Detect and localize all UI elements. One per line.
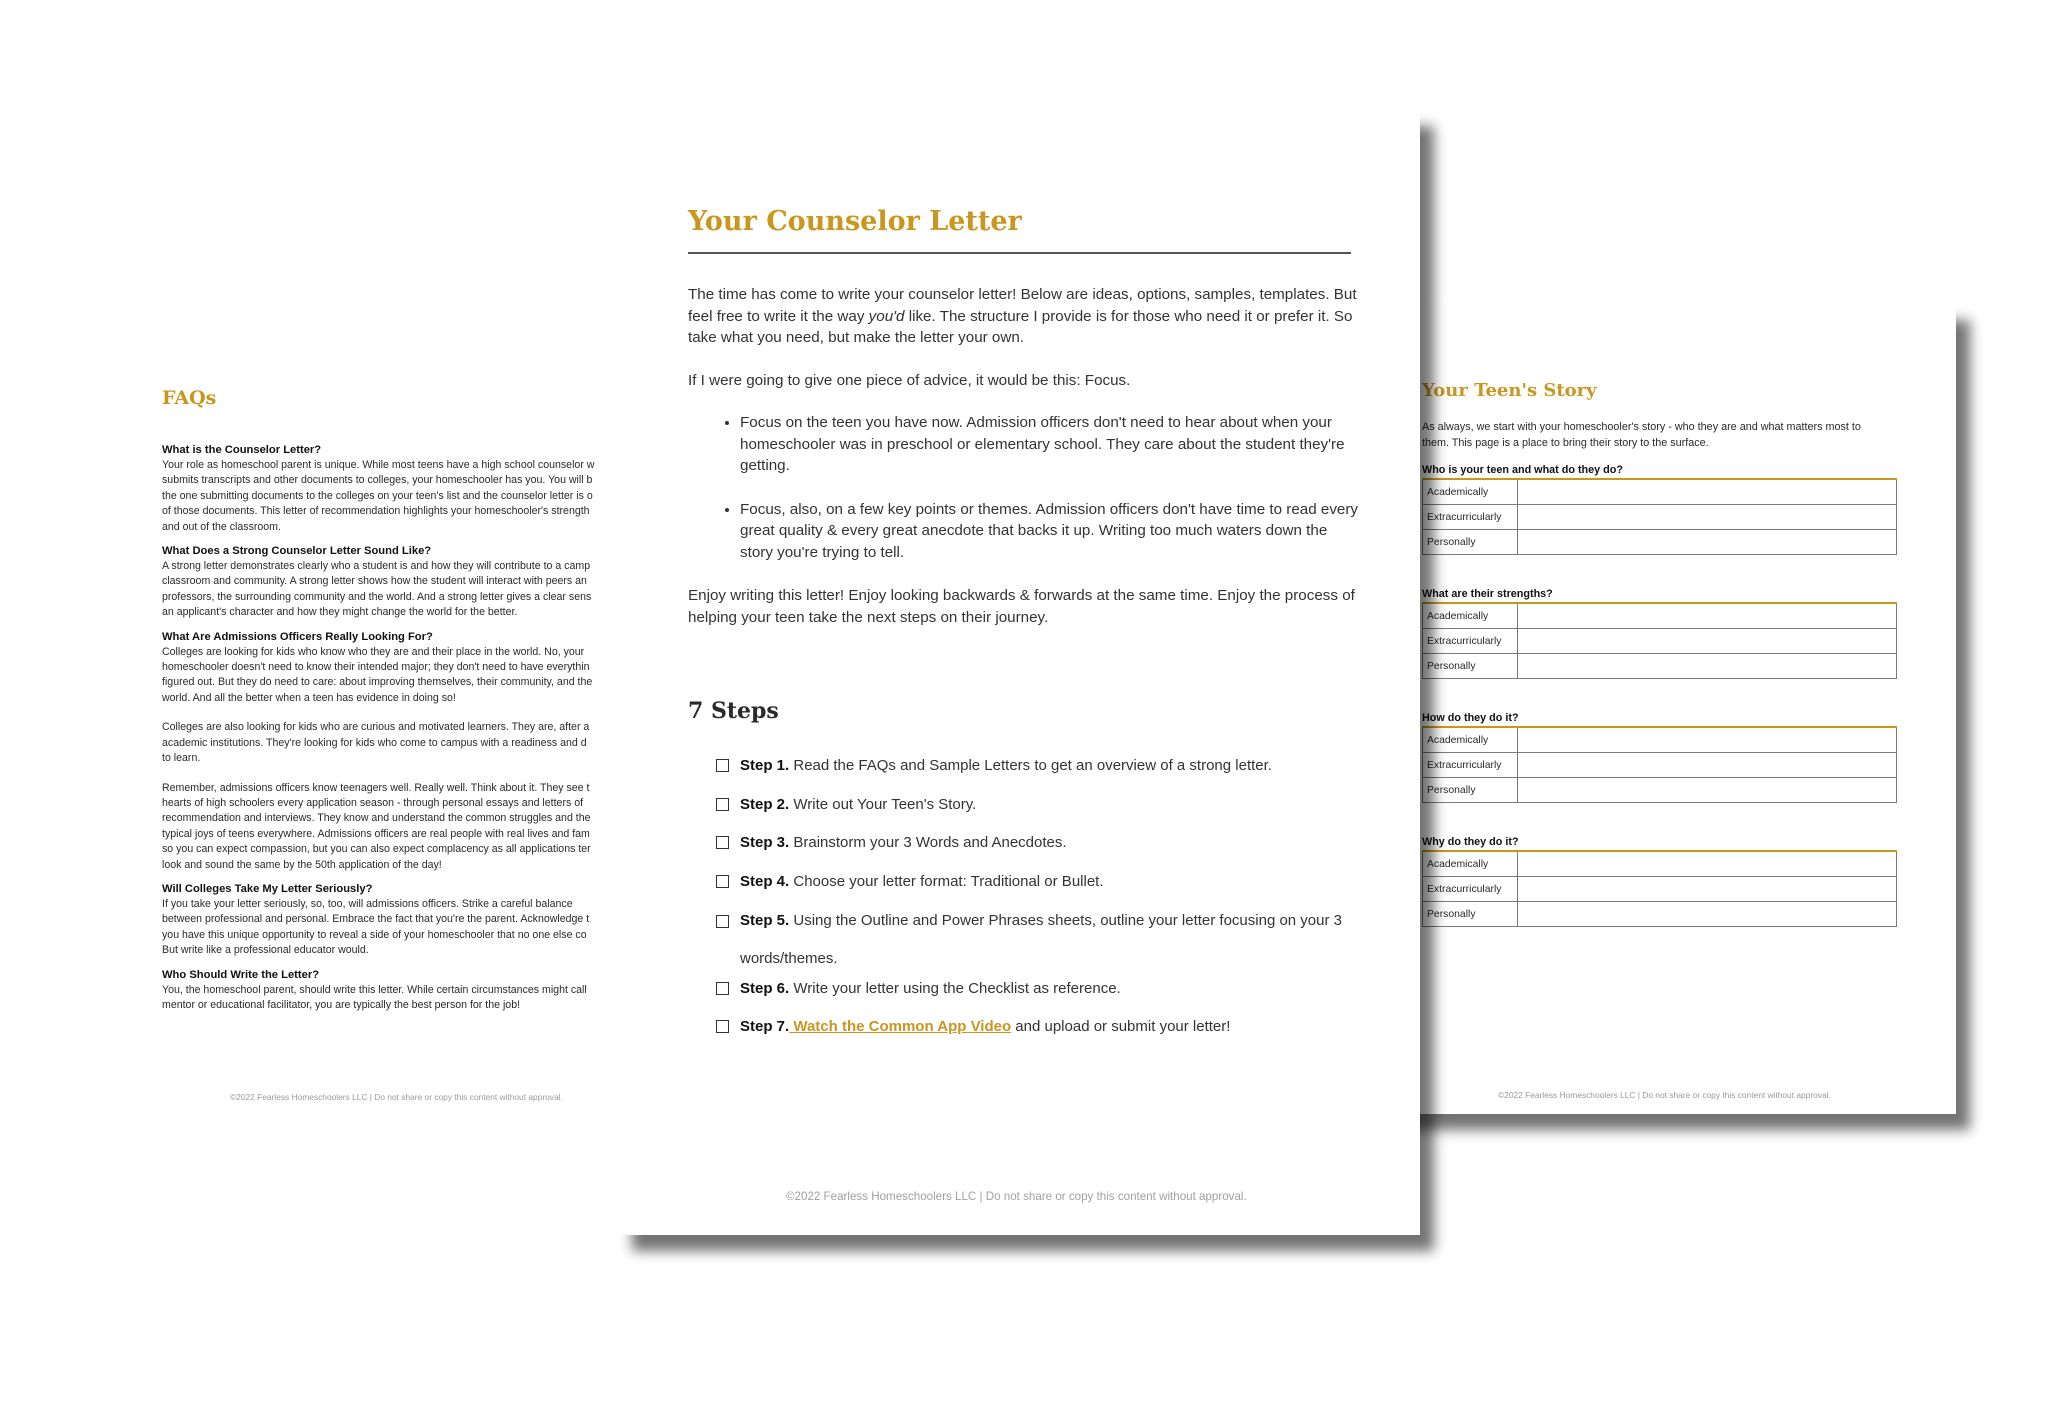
step-item xyxy=(716,902,1356,979)
advice-paragraph: If I were going to give one piece of advice, it would be this: Focus. xyxy=(688,371,1131,389)
bullet-item: • Focus, also, on a few key points or themes. Admission officers don't have time to read every great quality & every great anecdote that backs it up. Writing too much waters down the story you're trying to tell. xyxy=(740,499,1358,564)
step-label: Step 4. xyxy=(740,873,790,891)
emphasis: you'd xyxy=(868,307,905,325)
row-label: Academically xyxy=(1423,603,1518,629)
row-label: Academically xyxy=(1423,479,1518,505)
story-row xyxy=(1423,753,1897,778)
story-table xyxy=(1422,602,1897,679)
faqs-footer: ©2022 Fearless Homeschoolers LLC | Do not share or copy this content without approval. xyxy=(230,1092,563,1102)
story-row xyxy=(1423,654,1897,679)
row-label: Academically xyxy=(1423,727,1518,753)
faqs-page xyxy=(122,162,642,1117)
teens-story-page xyxy=(1376,304,1956,1114)
faq-answer-line: mentor or educational facilitator, you are typically the best person for the job! xyxy=(162,998,521,1011)
answer-field[interactable] xyxy=(1518,629,1897,654)
story-row xyxy=(1423,902,1897,927)
step-item xyxy=(716,833,1356,872)
step-text: Write out Your Teen's Story. xyxy=(789,795,977,813)
faq-answer xyxy=(162,720,642,766)
faq-answer-line: look and sound the same by the 50th application of the day! xyxy=(162,858,442,871)
faq-answer-line: Colleges are looking for kids who know who they are and their place in the world. No, your xyxy=(162,645,585,658)
story-question: Why do they do it? xyxy=(1422,836,1519,848)
answer-field[interactable] xyxy=(1518,851,1897,877)
faq-answer-line: professors, the surrounding community and the world. And a strong letter gives a clear sens xyxy=(162,590,592,603)
faq-answer xyxy=(162,458,642,535)
step-checkbox[interactable] xyxy=(716,1020,729,1033)
step-text: Brainstorm your 3 Words and Anecdotes. xyxy=(789,834,1067,852)
step-label: Step 1. xyxy=(740,757,790,774)
faq-answer xyxy=(162,645,642,707)
step-text: Using the Outline and Power Phrases sheets, outline your letter focusing on your 3 words/themes. xyxy=(740,911,1342,968)
answer-field[interactable] xyxy=(1518,727,1897,753)
story-row xyxy=(1423,877,1897,902)
intro-line: them. This page is a place to bring their story to the surface. xyxy=(1422,436,1709,449)
common-app-video-link[interactable]: Watch the Common App Video xyxy=(789,1018,1012,1036)
faq-answer-line: between professional and personal. Embrace the fact that you're the parent. Acknowledge t xyxy=(162,913,590,926)
step-item xyxy=(716,1017,1356,1056)
step-checkbox[interactable] xyxy=(716,875,729,888)
faq-answer-line: recommendation and interviews. They know and understand the common struggles and the xyxy=(162,812,591,825)
row-label: Academically xyxy=(1423,851,1518,877)
step-text: Read the FAQs and Sample Letters to get an overview of a strong letter. xyxy=(789,757,1272,774)
faq-answer-line: submits transcripts and other documents to colleges, your homeschooler has you. You will b xyxy=(162,474,593,487)
faq-answer-line: world. And all the better when a teen has evidence in doing so! xyxy=(162,691,456,704)
answer-field[interactable] xyxy=(1518,479,1897,505)
step-item xyxy=(716,795,1356,834)
faq-answer-line: But write like a professional educator would. xyxy=(162,944,369,957)
answer-field[interactable] xyxy=(1518,902,1897,927)
row-label: Personally xyxy=(1423,530,1518,555)
step-label: Step 6. xyxy=(740,979,790,997)
faq-answer-line: Colleges are also looking for kids who are curious and motivated learners. They are, after a xyxy=(162,721,590,734)
faq-answer-line: the one submitting documents to the colleges on your teen's list and the counselor letter is o xyxy=(162,489,593,502)
row-label: Personally xyxy=(1423,654,1518,679)
faq-answer xyxy=(162,897,642,959)
story-row xyxy=(1423,479,1897,505)
faq-answer-line: an applicant's character and how they might change the world for the better. xyxy=(162,606,518,619)
answer-field[interactable] xyxy=(1518,603,1897,629)
row-label: Extracurricularly xyxy=(1423,753,1518,778)
intro-paragraph: The time has come to write your counselor letter! Below are ideas, options, samples, templates. But feel free to write it the way you'd like. The structure I provide is for those who need it or prefer it. So take what you need, but make the letter your own. xyxy=(688,286,1357,346)
story-section xyxy=(1422,588,1897,679)
teens-story-intro xyxy=(1422,420,1922,451)
faq-answer-line: of those documents. This letter of recommendation highlights your homeschooler's strength xyxy=(162,505,590,518)
row-label: Personally xyxy=(1423,902,1518,927)
faq-answer-line: classroom and community. A strong letter shows how the student will interact with peers an xyxy=(162,575,587,588)
story-row xyxy=(1423,530,1897,555)
step-checkbox[interactable] xyxy=(716,915,729,928)
center-footer: ©2022 Fearless Homeschoolers LLC | Do not share or copy this content without approval. xyxy=(786,1190,1247,1203)
teens-story-footer: ©2022 Fearless Homeschoolers LLC | Do not share or copy this content without approval. xyxy=(1498,1090,1831,1100)
step-checkbox[interactable] xyxy=(716,836,729,849)
faq-answer-line: If you take your letter seriously, so, too, will admissions officers. Strike a careful balance xyxy=(162,897,573,910)
story-question: What are their strengths? xyxy=(1422,588,1553,600)
intro-line: As always, we start with your homeschooler's story - who they are and what matters most to xyxy=(1422,421,1861,433)
story-row xyxy=(1423,603,1897,629)
faq-answer-line: typical joys of teens everywhere. Admissions officers are real people with real lives and fam xyxy=(162,827,590,840)
story-row xyxy=(1423,851,1897,877)
story-question: How do they do it? xyxy=(1422,712,1519,724)
faq-answer-line: A strong letter demonstrates clearly who a student is and how they will contribute to a camp xyxy=(162,560,591,573)
story-row xyxy=(1423,629,1897,654)
faq-answer xyxy=(162,983,642,1014)
row-label: Extracurricularly xyxy=(1423,629,1518,654)
faq-answer-line: homeschooler doesn't need to know their intended major; they don't need to have everythin xyxy=(162,661,590,674)
title-divider xyxy=(688,252,1351,254)
step-checkbox[interactable] xyxy=(716,759,729,772)
faq-answer-line: Remember, admissions officers know teenagers well. Really well. Think about it. They see t xyxy=(162,781,590,794)
faq-answer-line: you have this unique opportunity to reveal a side of your homeschooler that no one else co xyxy=(162,928,587,941)
story-question: Who is your teen and what do they do? xyxy=(1422,464,1623,476)
faq-question: What Are Admissions Officers Really Looking For? xyxy=(162,630,433,643)
story-section xyxy=(1422,712,1897,803)
page-title: Your Counselor Letter xyxy=(688,206,1022,237)
answer-field[interactable] xyxy=(1518,505,1897,530)
faq-answer xyxy=(162,559,642,621)
steps-heading: 7 Steps xyxy=(688,698,779,724)
row-label: Extracurricularly xyxy=(1423,877,1518,902)
answer-field[interactable] xyxy=(1518,877,1897,902)
answer-field[interactable] xyxy=(1518,654,1897,679)
counselor-letter-page xyxy=(618,110,1420,1235)
steps-checklist xyxy=(716,756,1356,1056)
intro-body xyxy=(688,284,1358,649)
faq-answer-line: so you can expect compassion, but you can also expect complacency as all applications ter xyxy=(162,843,591,856)
faq-answer-line: You, the homeschool parent, should write this letter. While certain circumstances might call xyxy=(162,983,587,996)
story-table xyxy=(1422,850,1897,927)
faq-answer-line: hearts of high schoolers every application season - through personal essays and letters of xyxy=(162,796,584,809)
answer-field[interactable] xyxy=(1518,778,1897,803)
step-label: Step 5. xyxy=(740,911,790,929)
step-text: and upload or submit your letter! xyxy=(1011,1018,1231,1036)
focus-bullets xyxy=(688,412,1358,563)
story-table xyxy=(1422,726,1897,803)
step-label: Step 7. xyxy=(740,1018,790,1036)
faq-answer-line: Your role as homeschool parent is unique. While most teens have a high school counselor w xyxy=(162,459,595,471)
answer-field[interactable] xyxy=(1518,753,1897,778)
teens-story-title: Your Teen's Story xyxy=(1422,380,1597,401)
story-row xyxy=(1423,505,1897,530)
story-row xyxy=(1423,778,1897,803)
faq-answer-line: figured out. But they do need to care: about improving themselves, their community, and the xyxy=(162,676,593,689)
step-label: Step 2. xyxy=(740,795,790,813)
step-item xyxy=(716,756,1356,795)
faq-list xyxy=(162,434,642,1013)
faqs-title: FAQs xyxy=(162,387,217,409)
story-row xyxy=(1423,727,1897,753)
step-text: Choose your letter format: Traditional or Bullet. xyxy=(789,873,1104,891)
story-section xyxy=(1422,464,1897,555)
row-label: Extracurricularly xyxy=(1423,505,1518,530)
faq-answer xyxy=(162,781,642,873)
story-table xyxy=(1422,478,1897,555)
closing-paragraph: Enjoy writing this letter! Enjoy looking backwards & forwards at the same time. Enjoy the process of helping your teen take the next steps on their journey. xyxy=(688,587,1355,626)
row-label: Personally xyxy=(1423,778,1518,803)
faq-answer-line: and out of the classroom. xyxy=(162,520,281,533)
faq-answer-line: academic institutions. They're looking for kids who come to campus with a readiness and d xyxy=(162,736,587,749)
step-checkbox[interactable] xyxy=(716,982,729,995)
step-label: Step 3. xyxy=(740,834,790,852)
step-item xyxy=(716,979,1356,1018)
faq-question: Who Should Write the Letter? xyxy=(162,968,320,981)
bullet-item: • Focus on the teen you have now. Admission officers don't need to hear about when your homeschooler was in preschool or elementary school. They care about the student they're getting. xyxy=(740,412,1358,477)
faq-question: What Does a Strong Counselor Letter Sound Like? xyxy=(162,545,432,558)
answer-field[interactable] xyxy=(1518,530,1897,555)
faq-question: What is the Counselor Letter? xyxy=(162,444,322,456)
faq-question: Will Colleges Take My Letter Seriously? xyxy=(162,882,373,895)
faq-answer-line: to learn. xyxy=(162,752,201,765)
step-text: Write your letter using the Checklist as reference. xyxy=(789,979,1121,997)
story-section xyxy=(1422,836,1897,927)
step-checkbox[interactable] xyxy=(716,798,729,811)
